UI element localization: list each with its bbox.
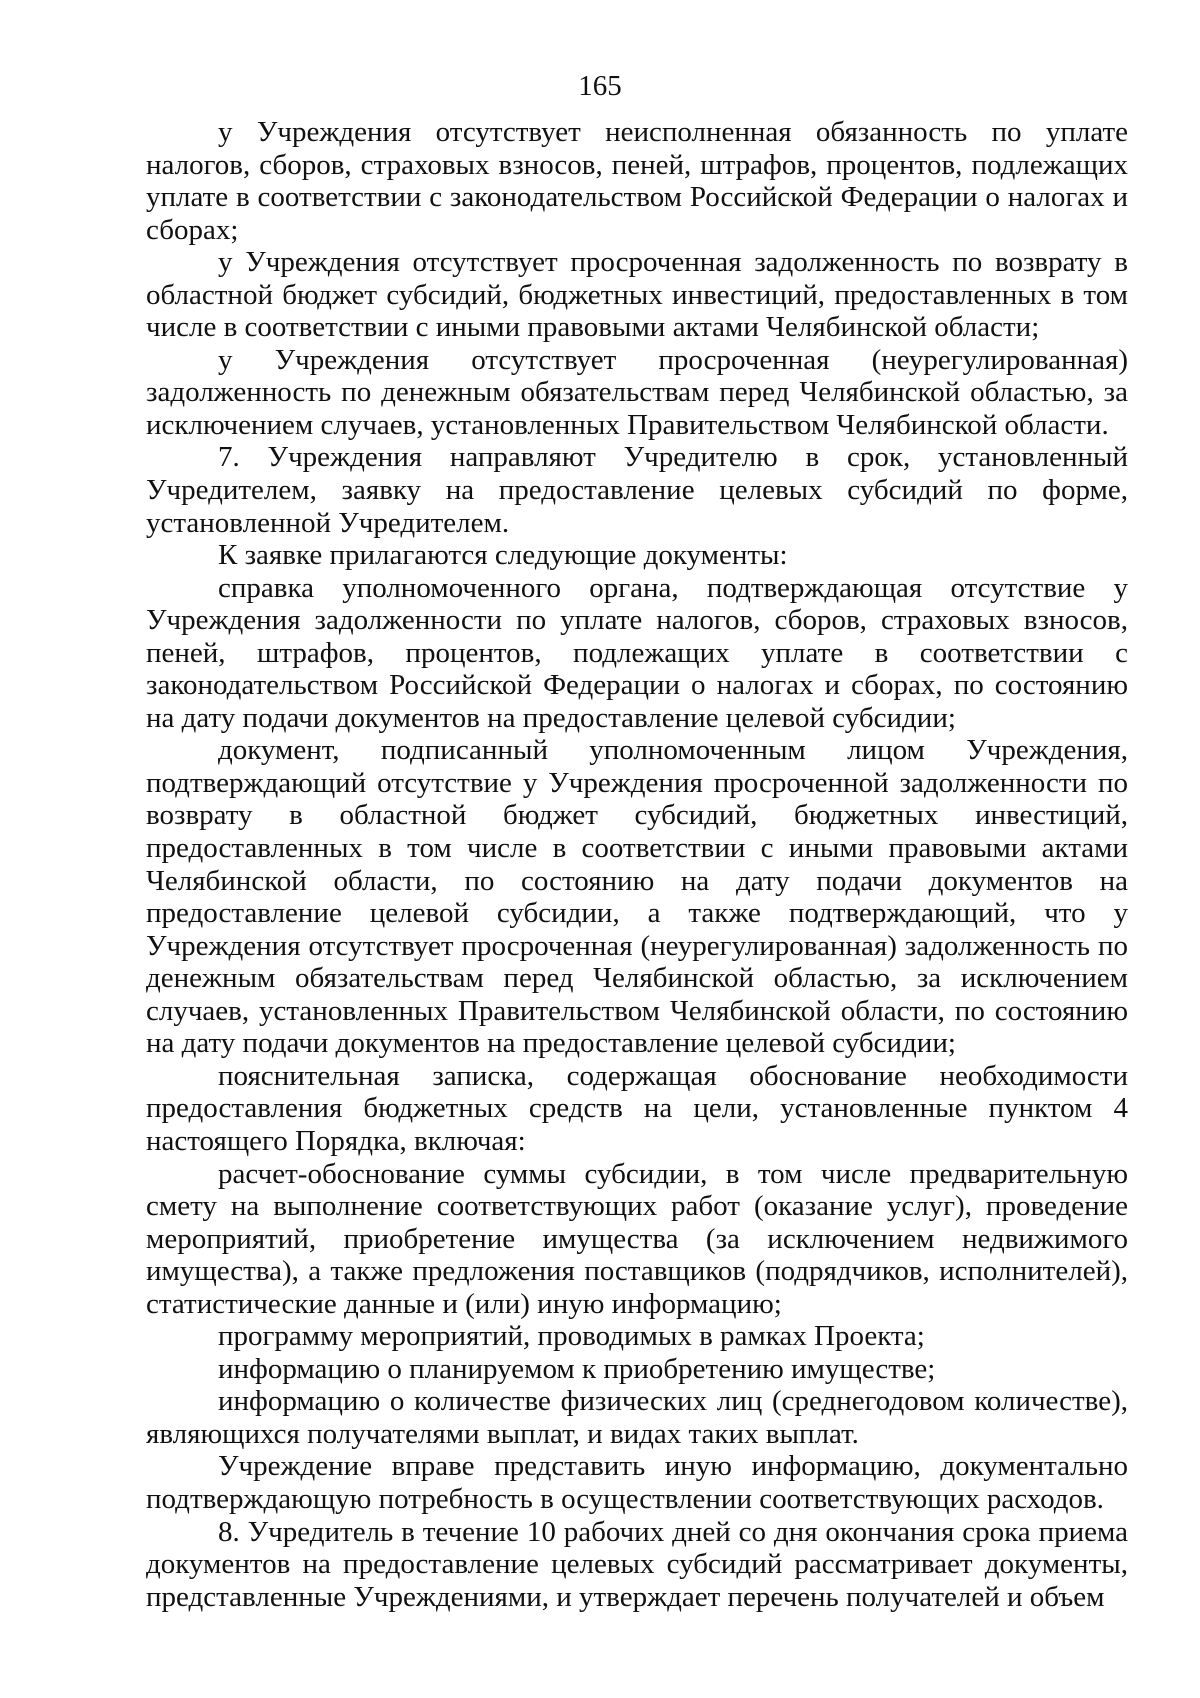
document-body <box>146 116 1128 1613</box>
paragraph-signed-document: документ, подписанный уполномоченным лицом Учреждения, подтверждающий отсутствие у Учреждения просроченной задолженности по возврату в областной бюджет субсидий, бюджетных инвестиций, предоставленных в том числе в соответствии с иными правовыми актами Челябинской области, по состоянию на дату подачи документов на предоставление целевой субсидии, а также подтверждающий, что у Учреждения отсутствует просроченная (неурегулированная) задолженность по денежным обязательствам перед Челябинской областью, за исключением случаев, установленных Правительством Челябинской области, по состоянию на дату подачи документов на предоставление целевой субсидии; <box>146 734 1128 1060</box>
page-number: 165 <box>578 70 622 102</box>
paragraph-item-8-review: 8. Учредитель в течение 10 рабочих дней со дня окончания срока приема документов на предоставление целевых субсидий рассматривает документы, представленные Учреждениями, и утверждает перечень получателей и объем <box>146 1515 1128 1613</box>
paragraph-property-acquisition: информацию о планируемом к приобретению имуществе; <box>218 1352 936 1385</box>
paragraph-tax-authority-certificate: справка уполномоченного органа, подтверждающая отсутствие у Учреждения задолженности по уплате налогов, сборов, страховых взносов, пеней, штрафов, процентов, подлежащих уплате в соответствии с законодательством Российской Федерации о налогах и сборах, по состоянию на дату подачи документов на предоставление целевой субсидии; <box>146 571 1128 734</box>
paragraph-attached-documents-intro: К заявке прилагаются следующие документы: <box>218 539 788 572</box>
paragraph-no-unsettled-debt: у Учреждения отсутствует просроченная (неурегулированная) задолженность по денежным обязательствам перед Челябинской областью, за исключением случаев, установленных Правительством Челябинской области. <box>146 343 1128 441</box>
paragraph-additional-information: Учреждение вправе представить иную информацию, документально подтверждающую потребность в осуществлении соответствующих расходов. <box>146 1450 1128 1515</box>
paragraph-item-7-application: 7. Учреждения направляют Учредителю в срок, установленный Учредителем, заявку на предоставление целевых субсидий по форме, установленной Учредителем. <box>146 441 1128 539</box>
paragraph-no-overdue-refund-debt: у Учреждения отсутствует просроченная задолженность по возврату в областной бюджет субсидий, бюджетных инвестиций, предоставленных в том числе в соответствии с иными правовыми актами Челябинской области; <box>146 246 1128 344</box>
paragraph-payment-recipients: информацию о количестве физических лиц (среднегодовом количестве), являющихся получателями выплат, и видах таких выплат. <box>146 1385 1128 1450</box>
paragraph-event-program: программу мероприятий, проводимых в рамках Проекта; <box>218 1320 925 1353</box>
paragraph-explanatory-note: пояснительная записка, содержащая обоснование необходимости предоставления бюджетных средств на цели, установленные пунктом 4 настоящего Порядка, включая: <box>146 1059 1128 1157</box>
paragraph-no-tax-debt: у Учреждения отсутствует неисполненная обязанность по уплате налогов, сборов, страховых взносов, пеней, штрафов, процентов, подлежащих уплате в соответствии с законодательством Российской Федерации о налогах и сборах; <box>146 116 1128 246</box>
paragraph-cost-justification: расчет-обоснование суммы субсидии, в том числе предварительную смету на выполнение соответствующих работ (оказание услуг), проведение мероприятий, приобретение имущества (за исключением недвижимого имущества), а также предложения поставщиков (подрядчиков, исполнителей), статистические данные и (или) иную информацию; <box>146 1157 1128 1320</box>
